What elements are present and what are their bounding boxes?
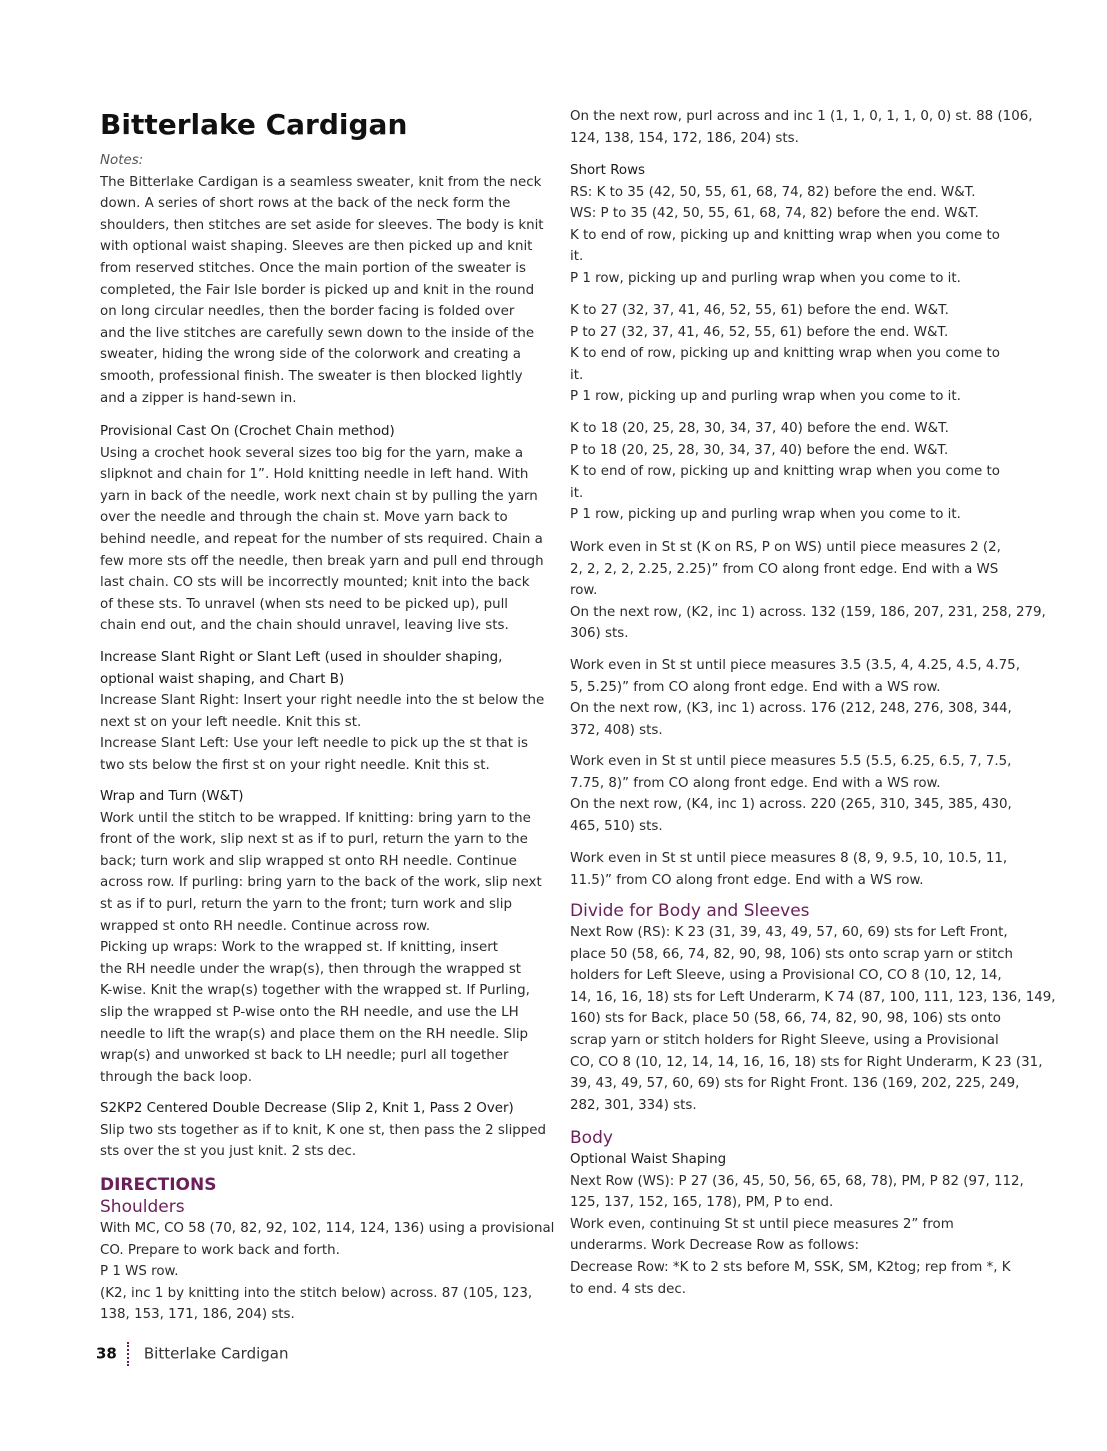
text-line: slipknot and chain for 1”. Hold knitting needle in left hand. With <box>100 467 529 483</box>
divide-heading: Divide for Body and Sleeves <box>570 901 810 921</box>
work-even-4 <box>570 848 1012 891</box>
text-line: K to end of row, picking up and knitting wrap when you come to <box>570 464 1000 480</box>
page-footer <box>96 1342 288 1366</box>
work-even-1 <box>570 537 1046 645</box>
text-line: Next Row (RS): K 23 (31, 39, 43, 49, 57, 60, 69) sts for Left Front, <box>570 925 1008 940</box>
text-line: to end. 4 sts dec. <box>570 1281 687 1297</box>
text-line: Using a crochet hook several sizes too big for the yarn, make a <box>100 445 524 461</box>
text-line: Slip two sts together as if to knit, K one st, then pass the 2 slipped <box>100 1122 547 1138</box>
text-line: 372, 408) sts. <box>570 722 663 738</box>
provisional-cast-on-block <box>100 421 545 637</box>
text-line: next st on your left needle. Knit this st. <box>100 714 362 730</box>
text-line: K to end of row, picking up and knitting wrap when you come to <box>570 227 1000 243</box>
text-line: Work even in St st until piece measures 3.5 (3.5, 4, 4.25, 4.5, 4.75, <box>570 658 1020 673</box>
text-line: and the live stitches are carefully sewn down to the inside of the <box>100 325 535 341</box>
text-line: two sts below the first st on your right needle. Knit this st. <box>100 757 490 773</box>
text-line: K to 27 (32, 37, 41, 46, 52, 55, 61) before the end. W&T. <box>570 303 949 318</box>
body-paragraph <box>570 1171 1024 1301</box>
short-rows-set-2-block <box>570 300 1012 408</box>
work-even-2-block <box>570 655 1020 741</box>
s2kp2-heading: S2KP2 Centered Double Decrease (Slip 2, Knit 1, Pass 2 Over) <box>100 1101 514 1116</box>
text-line: back; turn work and slip wrapped st onto RH needle. Continue <box>100 853 517 869</box>
text-line: of these sts. To unravel (when sts need to be picked up), pull <box>100 596 509 612</box>
footer-title: Bitterlake Cardigan <box>143 1344 289 1363</box>
short-rows-set-2 <box>570 300 1012 408</box>
text-line: P 1 row, picking up and purling wrap when you come to it. <box>570 507 961 523</box>
text-line: row. <box>570 583 598 599</box>
text-line: Next Row (WS): P 27 (36, 45, 50, 56, 65, 68, 78), PM, P 82 (97, 112, <box>570 1173 1024 1189</box>
divide-block <box>570 900 1056 1116</box>
text-line: 465, 510) sts. <box>570 818 663 834</box>
text-line: holders for Left Sleeve, using a Provisional CO, CO 8 (10, 12, 14, <box>570 968 1002 984</box>
purl-row-block <box>570 106 1033 149</box>
text-line: Work until the stitch to be wrapped. If knitting: bring yarn to the <box>100 810 531 826</box>
text-line: with optional waist shaping. Sleeves are then picked up and knit <box>100 239 533 255</box>
text-line: last chain. CO sts will be incorrectly mounted; knit into the back <box>100 575 530 591</box>
text-line: 7.75, 8)” from CO along front edge. End with a WS row. <box>570 775 941 791</box>
work-even-2 <box>570 655 1020 741</box>
shoulders-heading: Shoulders <box>100 1197 185 1217</box>
wrap-turn-block <box>100 786 545 1088</box>
divide-paragraph <box>570 922 1056 1116</box>
text-line: Decrease Row: *K to 2 sts before M, SSK, SM, K2tog; rep from *, K <box>570 1259 1011 1275</box>
footer-separator <box>127 1342 130 1366</box>
text-line: behind needle, and repeat for the number of sts required. Chain a <box>100 531 543 547</box>
body-heading: Body <box>570 1128 613 1148</box>
shoulders-paragraph <box>100 1218 555 1326</box>
text-line: On the next row, (K2, inc 1) across. 132 (159, 186, 207, 231, 258, 279, <box>570 604 1046 620</box>
waist-shaping-heading: Optional Waist Shaping <box>570 1152 727 1167</box>
text-line: st as if to purl, return the yarn to the front; turn work and slip <box>100 896 512 912</box>
text-line: Increase Slant Right or Slant Left (used in shoulder shaping, <box>100 650 503 665</box>
text-line: P 1 WS row. <box>100 1264 179 1280</box>
text-line: completed, the Fair Isle border is picked up and knit in the round <box>100 282 535 298</box>
text-line: 160) sts for Back, place 50 (58, 66, 74, 82, 90, 98, 106) sts onto <box>570 1011 1001 1027</box>
text-line: needle to lift the wrap(s) and place them on the RH needle. Slip <box>100 1026 529 1042</box>
short-rows-set-3-block <box>570 418 1012 526</box>
text-line: On the next row, purl across and inc 1 (1, 1, 0, 1, 1, 0, 0) st. 88 (106, <box>570 109 1033 124</box>
text-line: from reserved stitches. Once the main portion of the sweater is <box>100 260 526 276</box>
text-line: scrap yarn or stitch holders for Right Sleeve, using a Provisional <box>570 1032 999 1048</box>
text-line: (K2, inc 1 by knitting into the stitch below) across. 87 (105, 123, <box>100 1285 533 1301</box>
text-line: CO. Prepare to work back and forth. <box>100 1242 340 1258</box>
text-line: Work even in St st until piece measures 5.5 (5.5, 6.25, 6.5, 7, 7.5, <box>570 754 1012 769</box>
text-line: across row. If purling: bring yarn to the back of the work, slip next <box>100 875 542 891</box>
text-line: wrap(s) and unworked st back to LH needle; purl all together <box>100 1048 509 1064</box>
text-line: sts over the st you just knit. 2 sts dec. <box>100 1144 357 1160</box>
text-line: shoulders, then stitches are set aside for sleeves. The body is knit <box>100 217 544 233</box>
text-line: CO, CO 8 (10, 12, 14, 14, 16, 16, 18) sts for Right Underarm, K 23 (31, <box>570 1054 1043 1070</box>
work-even-1-block <box>570 537 1046 645</box>
text-line: optional waist shaping, and Chart B) <box>100 671 345 687</box>
text-line: front of the work, slip next st as if to purl, return the yarn to the <box>100 832 528 848</box>
text-line: 282, 301, 334) sts. <box>570 1097 697 1113</box>
notes-label: Notes: <box>100 153 144 168</box>
text-line: smooth, professional finish. The sweater is then blocked lightly <box>100 368 523 384</box>
body-block <box>570 1127 1024 1300</box>
s2kp2-block <box>100 1098 545 1163</box>
increase-paragraph <box>100 690 545 776</box>
increase-block <box>100 647 545 777</box>
text-line: With MC, CO 58 (70, 82, 92, 102, 114, 124, 136) using a provisional <box>100 1221 555 1236</box>
short-rows-set-1 <box>570 182 1012 290</box>
text-line: 124, 138, 154, 172, 186, 204) sts. <box>570 130 799 146</box>
text-line: underarms. Work Decrease Row as follows: <box>570 1238 859 1254</box>
text-line: Work even, continuing St st until piece measures 2” from <box>570 1216 954 1232</box>
text-line: yarn in back of the needle, work next chain st by pulling the yarn <box>100 488 538 504</box>
work-even-3-block <box>570 751 1012 837</box>
text-line: it. <box>570 485 584 501</box>
directions-block <box>100 1174 555 1326</box>
text-line: 5, 5.25)” from CO along front edge. End with a WS row. <box>570 679 941 695</box>
notes-block <box>100 150 545 409</box>
page-title: Bitterlake Cardigan <box>100 108 408 141</box>
purl-row-paragraph <box>570 106 1033 149</box>
page-number: 38 <box>96 1344 117 1363</box>
text-line: 14, 16, 16, 18) sts for Left Underarm, K 74 (87, 100, 111, 123, 136, 149, <box>570 989 1056 1005</box>
text-line: P to 18 (20, 25, 28, 30, 34, 37, 40) before the end. W&T. <box>570 442 949 458</box>
short-rows-heading: Short Rows <box>570 163 646 178</box>
work-even-4-block <box>570 848 1012 891</box>
s2kp2-paragraph <box>100 1120 545 1163</box>
text-line: chain end out, and the chain should unravel, leaving live sts. <box>100 618 509 634</box>
text-line: Work even in St st (K on RS, P on WS) until piece measures 2 (2, <box>570 540 1001 555</box>
text-line: P 1 row, picking up and purling wrap when you come to it. <box>570 270 961 286</box>
text-line: RS: K to 35 (42, 50, 55, 61, 68, 74, 82) before the end. W&T. <box>570 184 976 200</box>
text-line: On the next row, (K4, inc 1) across. 220 (265, 310, 345, 385, 430, <box>570 797 1012 813</box>
text-line: Picking up wraps: Work to the wrapped st. If knitting, insert <box>100 940 499 956</box>
text-line: few more sts off the needle, then break yarn and pull end through <box>100 553 544 569</box>
text-line: Increase Slant Right: Insert your right needle into the st below the <box>100 693 545 709</box>
text-line: 39, 43, 49, 57, 60, 69) sts for Right Front. 136 (169, 202, 225, 249, <box>570 1076 1020 1092</box>
text-line: The Bitterlake Cardigan is a seamless sweater, knit from the neck <box>100 174 542 190</box>
text-line: it. <box>570 249 584 265</box>
text-line: K to 18 (20, 25, 28, 30, 34, 37, 40) before the end. W&T. <box>570 421 949 436</box>
text-line: WS: P to 35 (42, 50, 55, 61, 68, 74, 82) before the end. W&T. <box>570 206 979 222</box>
text-line: down. A series of short rows at the back of the neck form the <box>100 196 511 212</box>
text-line: P 1 row, picking up and purling wrap when you come to it. <box>570 389 961 405</box>
work-even-3 <box>570 751 1012 837</box>
text-line: 138, 153, 171, 186, 204) sts. <box>100 1307 295 1323</box>
text-line: sweater, hiding the wrong side of the colorwork and creating a <box>100 347 521 363</box>
short-rows-block <box>570 160 1012 290</box>
text-line: on long circular needles, then the border facing is folded over <box>100 304 515 320</box>
wrap-paragraph <box>100 808 545 1089</box>
text-line: slip the wrapped st P-wise onto the RH needle, and use the LH <box>100 1004 519 1020</box>
text-line: 306) sts. <box>570 626 629 642</box>
text-line: over the needle and through the chain st. Move yarn back to <box>100 510 508 526</box>
text-line: the RH needle under the wrap(s), then through the wrapped st <box>100 961 522 977</box>
text-line: P to 27 (32, 37, 41, 46, 52, 55, 61) before the end. W&T. <box>570 324 949 340</box>
text-line: 11.5)” from CO along front edge. End with a WS row. <box>570 872 924 888</box>
text-line: K to end of row, picking up and knitting wrap when you come to <box>570 346 1000 362</box>
text-line: Increase Slant Left: Use your left needle to pick up the st that is <box>100 736 528 752</box>
text-line: place 50 (58, 66, 74, 82, 90, 98, 106) sts onto scrap yarn or stitch <box>570 946 1013 962</box>
text-line: through the back loop. <box>100 1069 253 1085</box>
text-line: 125, 137, 152, 165, 178), PM, P to end. <box>570 1195 834 1211</box>
provisional-heading: Provisional Cast On (Crochet Chain method) <box>100 424 395 439</box>
increase-heading <box>100 647 545 690</box>
directions-heading: DIRECTIONS <box>100 1175 217 1195</box>
text-line: On the next row, (K3, inc 1) across. 176 (212, 248, 276, 308, 344, <box>570 701 1012 717</box>
wrap-heading: Wrap and Turn (W&T) <box>100 789 244 804</box>
text-line: K-wise. Knit the wrap(s) together with the wrapped st. If Purling, <box>100 983 530 999</box>
text-line: 2, 2, 2, 2, 2.25, 2.25)” from CO along front edge. End with a WS <box>570 561 999 577</box>
short-rows-set-3 <box>570 418 1012 526</box>
provisional-paragraph <box>100 443 545 637</box>
text-line: wrapped st onto RH needle. Continue across row. <box>100 918 431 934</box>
text-line: Work even in St st until piece measures 8 (8, 9, 9.5, 10, 10.5, 11, <box>570 851 1008 866</box>
intro-paragraph <box>100 172 545 410</box>
text-line: and a zipper is hand-sewn in. <box>100 390 297 406</box>
text-line: it. <box>570 367 584 383</box>
